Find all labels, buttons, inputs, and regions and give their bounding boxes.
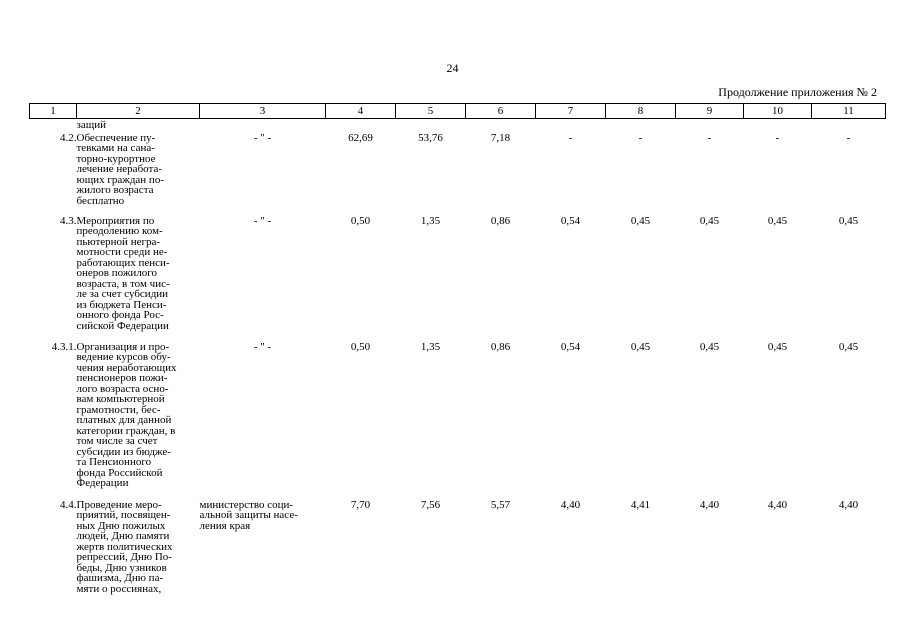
value-cell: 0,45 <box>767 340 788 353</box>
value-cell <box>744 119 812 133</box>
col-header-5: 5 <box>396 104 466 119</box>
value-cell <box>396 119 466 133</box>
value-cell: - <box>846 131 851 144</box>
value-cell: 4,40 <box>767 498 788 511</box>
col-header-2: 2 <box>77 104 200 119</box>
col-header-6: 6 <box>466 104 536 119</box>
value-cell: 0,45 <box>699 214 720 227</box>
value-cell <box>676 119 744 133</box>
value-cell: 7,18 <box>490 131 511 144</box>
row-number: 4.3.1. <box>51 340 77 353</box>
value-cell: - <box>568 131 573 144</box>
value-cell <box>536 119 606 133</box>
measure-name: Мероприятия по преодолению ком- пьютерной негра- мотности среди не- работающих пенси- онеров пожилого возраста, в том чис- ле за счет субсидии из бюджета Пенси- онного фонда Рос- сийской Федерации <box>76 214 170 332</box>
row-number: 4.3. <box>60 214 77 227</box>
responsible: - " - <box>253 340 272 353</box>
value-cell: 0,54 <box>560 340 581 353</box>
table-row <box>30 342 886 500</box>
value-cell: 7,70 <box>350 498 371 511</box>
value-cell: 1,35 <box>420 340 441 353</box>
value-cell: 0,45 <box>699 340 720 353</box>
value-cell: 0,54 <box>560 214 581 227</box>
col-header-4: 4 <box>326 104 396 119</box>
row-number: 4.4. <box>60 498 77 511</box>
value-cell: 62,69 <box>348 131 373 144</box>
row-number <box>30 119 77 133</box>
col-header-11: 11 <box>812 104 886 119</box>
table-row <box>30 119 886 133</box>
value-cell: 4,40 <box>699 498 720 511</box>
responsible: - " - <box>253 214 272 227</box>
value-cell: - <box>707 131 712 144</box>
value-cell: 0,45 <box>630 340 651 353</box>
measure-name: Организация и про- ведение курсов обу- чения неработающих пенсионеров пожи- лого возраста осно- вам компьютерной грамотности, бес- платных для данной категории граждан, в том числе за счет субсидии из бюдже- та Пенсионного фонда Российской Федерации <box>76 340 177 489</box>
header-row <box>30 104 886 119</box>
col-header-8: 8 <box>606 104 676 119</box>
value-cell: 4,40 <box>560 498 581 511</box>
col-header-3: 3 <box>200 104 326 119</box>
value-cell <box>606 119 676 133</box>
measure-name: защий <box>76 119 106 131</box>
responsible: министерство соци- альной защиты насе- ления края <box>199 498 298 532</box>
value-cell: - <box>775 131 780 144</box>
value-cell: 0,86 <box>490 340 511 353</box>
table-row <box>30 216 886 342</box>
row-number: 4.2. <box>60 131 77 144</box>
value-cell: 0,45 <box>630 214 651 227</box>
value-cell: 7,56 <box>420 498 441 511</box>
value-cell: 0,45 <box>767 214 788 227</box>
col-header-1: 1 <box>30 104 77 119</box>
value-cell: 0,86 <box>490 214 511 227</box>
col-header-9: 9 <box>676 104 744 119</box>
value-cell: 0,45 <box>838 214 859 227</box>
value-cell: - <box>638 131 643 144</box>
value-cell: 0,50 <box>350 214 371 227</box>
value-cell: 5,57 <box>490 498 511 511</box>
table-row <box>30 133 886 216</box>
value-cell <box>466 119 536 133</box>
value-cell: 0,45 <box>838 340 859 353</box>
responsible <box>200 119 326 133</box>
value-cell <box>326 119 396 133</box>
measure-name: Проведение меро- приятий, посвящен- ных Дню пожилых людей, Дню памяти жертв политических репрессий, Дню По- беды, Дню узников фашизма, Дню па- мяти о россиянах, <box>76 498 173 595</box>
value-cell: 0,50 <box>350 340 371 353</box>
value-cell: 4,40 <box>838 498 859 511</box>
value-cell: 1,35 <box>420 214 441 227</box>
value-cell: 53,76 <box>418 131 443 144</box>
continuation-label: Продолжение приложения № 2 <box>718 85 877 99</box>
value-cell <box>812 119 886 133</box>
program-table <box>29 103 886 594</box>
responsible: - " - <box>253 131 272 144</box>
table-row <box>30 500 886 595</box>
value-cell: 4,41 <box>630 498 651 511</box>
page-number: 24 <box>446 61 459 75</box>
col-header-7: 7 <box>536 104 606 119</box>
measure-name: Обеспечение пу- тевками на сана- торно-курортное лечение неработа- ющих граждан по- жилого возраста бесплатно <box>76 131 164 207</box>
col-header-10: 10 <box>744 104 812 119</box>
